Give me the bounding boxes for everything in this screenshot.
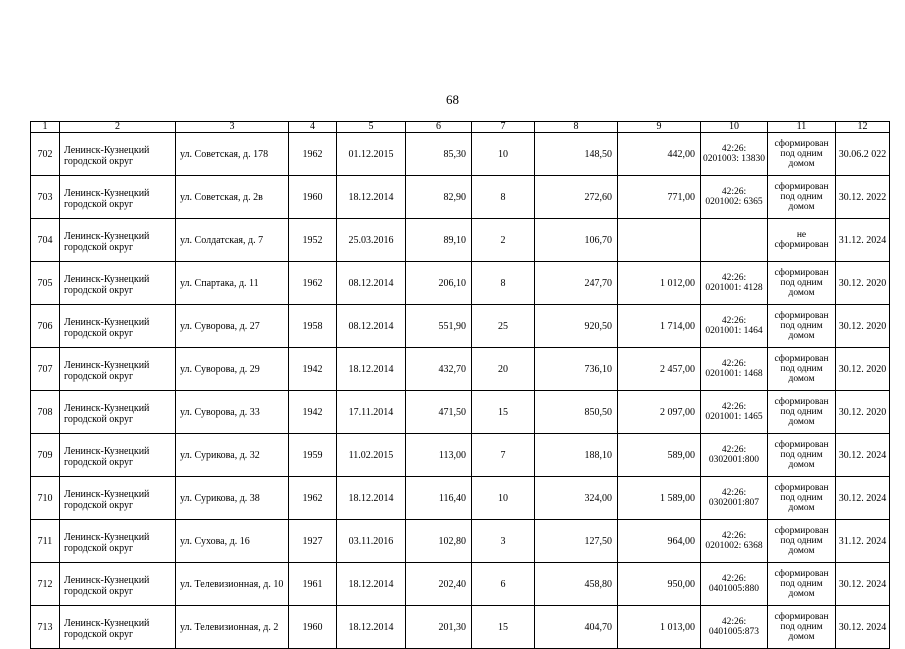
date-cell: 01.12.2015 bbox=[337, 133, 406, 176]
total-area-cell: 850,50 bbox=[535, 391, 618, 434]
count-cell: 3 bbox=[472, 520, 535, 563]
municipality-cell: Ленинск-Кузнецкий городской округ bbox=[60, 133, 176, 176]
deadline-cell: 30.12. 2024 bbox=[836, 434, 890, 477]
row-number-cell: 705 bbox=[31, 262, 60, 305]
deadline-cell: 30.12. 2020 bbox=[836, 391, 890, 434]
cadastral-number-cell: 42:26: 0302001:800 bbox=[701, 434, 768, 477]
year-built-cell: 1958 bbox=[289, 305, 337, 348]
land-status-cell: сформирован под одним домом bbox=[768, 434, 836, 477]
date-cell: 18.12.2014 bbox=[337, 348, 406, 391]
date-cell: 08.12.2014 bbox=[337, 305, 406, 348]
address-cell: ул. Сурикова, д. 38 bbox=[176, 477, 289, 520]
column-number: 1 bbox=[31, 122, 60, 133]
area-cell: 206,10 bbox=[406, 262, 472, 305]
area-cell: 201,30 bbox=[406, 606, 472, 649]
table-row bbox=[31, 391, 890, 434]
date-cell: 18.12.2014 bbox=[337, 176, 406, 219]
land-status-cell: сформирован под одним домом bbox=[768, 262, 836, 305]
area-cell: 202,40 bbox=[406, 563, 472, 606]
table-row bbox=[31, 176, 890, 219]
total-area-cell: 272,60 bbox=[535, 176, 618, 219]
date-cell: 11.02.2015 bbox=[337, 434, 406, 477]
deadline-cell: 30.12. 2020 bbox=[836, 348, 890, 391]
count-cell: 8 bbox=[472, 262, 535, 305]
table-row bbox=[31, 348, 890, 391]
row-number-cell: 707 bbox=[31, 348, 60, 391]
land-status-cell: сформирован под одним домом bbox=[768, 133, 836, 176]
cadastral-number-cell: 42:26: 0401005:873 bbox=[701, 606, 768, 649]
date-cell: 08.12.2014 bbox=[337, 262, 406, 305]
cadastral-number-cell: 42:26: 0201001: 1465 bbox=[701, 391, 768, 434]
column-number: 11 bbox=[768, 122, 836, 133]
year-built-cell: 1961 bbox=[289, 563, 337, 606]
municipality-cell: Ленинск-Кузнецкий городской округ bbox=[60, 477, 176, 520]
row-number-cell: 703 bbox=[31, 176, 60, 219]
column-number: 6 bbox=[406, 122, 472, 133]
land-status-cell: сформирован под одним домом bbox=[768, 305, 836, 348]
count-cell: 6 bbox=[472, 563, 535, 606]
row-number-cell: 710 bbox=[31, 477, 60, 520]
count-cell: 20 bbox=[472, 348, 535, 391]
area-cell: 102,80 bbox=[406, 520, 472, 563]
row-number-cell: 709 bbox=[31, 434, 60, 477]
year-built-cell: 1962 bbox=[289, 262, 337, 305]
table-row bbox=[31, 563, 890, 606]
area-cell: 116,40 bbox=[406, 477, 472, 520]
cadastral-number-cell: 42:26: 0201002: 6365 bbox=[701, 176, 768, 219]
municipality-cell: Ленинск-Кузнецкий городской округ bbox=[60, 520, 176, 563]
cadastral-number-cell: 42:26: 0201002: 6368 bbox=[701, 520, 768, 563]
column-number: 4 bbox=[289, 122, 337, 133]
count-cell: 15 bbox=[472, 391, 535, 434]
land-status-cell: сформирован под одним домом bbox=[768, 563, 836, 606]
total-area-cell: 736,10 bbox=[535, 348, 618, 391]
row-number-cell: 704 bbox=[31, 219, 60, 262]
count-cell: 8 bbox=[472, 176, 535, 219]
year-built-cell: 1962 bbox=[289, 477, 337, 520]
row-number-cell: 711 bbox=[31, 520, 60, 563]
table-row bbox=[31, 219, 890, 262]
deadline-cell: 31.12. 2024 bbox=[836, 219, 890, 262]
page-number: 68 bbox=[446, 92, 459, 107]
date-cell: 18.12.2014 bbox=[337, 477, 406, 520]
deadline-cell: 30.12. 2024 bbox=[836, 477, 890, 520]
cadastral-number-cell: 42:26: 0401005:880 bbox=[701, 563, 768, 606]
area-cell: 82,90 bbox=[406, 176, 472, 219]
year-built-cell: 1960 bbox=[289, 606, 337, 649]
land-area-cell: 2 457,00 bbox=[618, 348, 701, 391]
table-row bbox=[31, 133, 890, 176]
area-cell: 432,70 bbox=[406, 348, 472, 391]
year-built-cell: 1927 bbox=[289, 520, 337, 563]
municipality-cell: Ленинск-Кузнецкий городской округ bbox=[60, 219, 176, 262]
land-area-cell: 589,00 bbox=[618, 434, 701, 477]
row-number-cell: 706 bbox=[31, 305, 60, 348]
count-cell: 10 bbox=[472, 477, 535, 520]
land-status-cell: сформирован под одним домом bbox=[768, 391, 836, 434]
municipality-cell: Ленинск-Кузнецкий городской округ bbox=[60, 262, 176, 305]
area-cell: 85,30 bbox=[406, 133, 472, 176]
address-cell: ул. Солдатская, д. 7 bbox=[176, 219, 289, 262]
total-area-cell: 920,50 bbox=[535, 305, 618, 348]
count-cell: 2 bbox=[472, 219, 535, 262]
land-area-cell: 1 714,00 bbox=[618, 305, 701, 348]
address-cell: ул. Сухова, д. 16 bbox=[176, 520, 289, 563]
table-row bbox=[31, 606, 890, 649]
address-cell: ул. Советская, д. 178 bbox=[176, 133, 289, 176]
cadastral-number-cell bbox=[701, 219, 768, 262]
area-cell: 471,50 bbox=[406, 391, 472, 434]
deadline-cell: 30.12. 2022 bbox=[836, 176, 890, 219]
municipality-cell: Ленинск-Кузнецкий городской округ bbox=[60, 176, 176, 219]
address-cell: ул. Суворова, д. 27 bbox=[176, 305, 289, 348]
address-cell: ул. Суворова, д. 29 bbox=[176, 348, 289, 391]
municipality-cell: Ленинск-Кузнецкий городской округ bbox=[60, 348, 176, 391]
column-number: 5 bbox=[337, 122, 406, 133]
count-cell: 10 bbox=[472, 133, 535, 176]
table-row bbox=[31, 305, 890, 348]
column-number: 7 bbox=[472, 122, 535, 133]
municipality-cell: Ленинск-Кузнецкий городской округ bbox=[60, 305, 176, 348]
land-area-cell: 771,00 bbox=[618, 176, 701, 219]
count-cell: 15 bbox=[472, 606, 535, 649]
area-cell: 89,10 bbox=[406, 219, 472, 262]
address-cell: ул. Телевизионная, д. 10 bbox=[176, 563, 289, 606]
year-built-cell: 1959 bbox=[289, 434, 337, 477]
land-area-cell: 2 097,00 bbox=[618, 391, 701, 434]
row-number-cell: 708 bbox=[31, 391, 60, 434]
deadline-cell: 30.12. 2020 bbox=[836, 262, 890, 305]
row-number-cell: 702 bbox=[31, 133, 60, 176]
land-status-cell: сформирован под одним домом bbox=[768, 348, 836, 391]
date-cell: 17.11.2014 bbox=[337, 391, 406, 434]
deadline-cell: 30.12. 2024 bbox=[836, 606, 890, 649]
land-area-cell: 950,00 bbox=[618, 563, 701, 606]
address-cell: ул. Суворова, д. 33 bbox=[176, 391, 289, 434]
land-status-cell: сформирован под одним домом bbox=[768, 606, 836, 649]
address-cell: ул. Сурикова, д. 32 bbox=[176, 434, 289, 477]
count-cell: 7 bbox=[472, 434, 535, 477]
area-cell: 551,90 bbox=[406, 305, 472, 348]
total-area-cell: 106,70 bbox=[535, 219, 618, 262]
land-status-cell: сформирован под одним домом bbox=[768, 176, 836, 219]
row-number-cell: 712 bbox=[31, 563, 60, 606]
land-status-cell: не сформирован bbox=[768, 219, 836, 262]
total-area-cell: 127,50 bbox=[535, 520, 618, 563]
table-row bbox=[31, 262, 890, 305]
table-row bbox=[31, 434, 890, 477]
deadline-cell: 30.12. 2020 bbox=[836, 305, 890, 348]
date-cell: 25.03.2016 bbox=[337, 219, 406, 262]
land-area-cell bbox=[618, 219, 701, 262]
cadastral-number-cell: 42:26: 0201001: 4128 bbox=[701, 262, 768, 305]
address-cell: ул. Советская, д. 2в bbox=[176, 176, 289, 219]
total-area-cell: 458,80 bbox=[535, 563, 618, 606]
total-area-cell: 324,00 bbox=[535, 477, 618, 520]
land-area-cell: 1 012,00 bbox=[618, 262, 701, 305]
cadastral-number-cell: 42:26: 0201003: 13830 bbox=[701, 133, 768, 176]
municipality-cell: Ленинск-Кузнецкий городской округ bbox=[60, 606, 176, 649]
area-cell: 113,00 bbox=[406, 434, 472, 477]
land-area-cell: 1 589,00 bbox=[618, 477, 701, 520]
land-area-cell: 442,00 bbox=[618, 133, 701, 176]
table-row bbox=[31, 520, 890, 563]
column-number: 3 bbox=[176, 122, 289, 133]
date-cell: 18.12.2014 bbox=[337, 563, 406, 606]
column-number: 12 bbox=[836, 122, 890, 133]
year-built-cell: 1960 bbox=[289, 176, 337, 219]
land-area-cell: 1 013,00 bbox=[618, 606, 701, 649]
municipality-cell: Ленинск-Кузнецкий городской округ bbox=[60, 391, 176, 434]
column-number-row bbox=[31, 122, 890, 133]
column-number: 8 bbox=[535, 122, 618, 133]
column-number: 2 bbox=[60, 122, 176, 133]
row-number-cell: 713 bbox=[31, 606, 60, 649]
total-area-cell: 247,70 bbox=[535, 262, 618, 305]
count-cell: 25 bbox=[472, 305, 535, 348]
land-status-cell: сформирован под одним домом bbox=[768, 520, 836, 563]
municipality-cell: Ленинск-Кузнецкий городской округ bbox=[60, 563, 176, 606]
table-row bbox=[31, 477, 890, 520]
land-area-cell: 964,00 bbox=[618, 520, 701, 563]
deadline-cell: 30.12. 2024 bbox=[836, 563, 890, 606]
total-area-cell: 148,50 bbox=[535, 133, 618, 176]
municipality-cell: Ленинск-Кузнецкий городской округ bbox=[60, 434, 176, 477]
date-cell: 18.12.2014 bbox=[337, 606, 406, 649]
year-built-cell: 1962 bbox=[289, 133, 337, 176]
cadastral-number-cell: 42:26: 0201001: 1464 bbox=[701, 305, 768, 348]
year-built-cell: 1952 bbox=[289, 219, 337, 262]
address-cell: ул. Спартака, д. 11 bbox=[176, 262, 289, 305]
housing-registry-table bbox=[30, 121, 890, 649]
date-cell: 03.11.2016 bbox=[337, 520, 406, 563]
total-area-cell: 188,10 bbox=[535, 434, 618, 477]
deadline-cell: 31.12. 2024 bbox=[836, 520, 890, 563]
year-built-cell: 1942 bbox=[289, 348, 337, 391]
column-number: 9 bbox=[618, 122, 701, 133]
cadastral-number-cell: 42:26: 0201001: 1468 bbox=[701, 348, 768, 391]
land-status-cell: сформирован под одним домом bbox=[768, 477, 836, 520]
year-built-cell: 1942 bbox=[289, 391, 337, 434]
deadline-cell: 30.06.2 022 bbox=[836, 133, 890, 176]
total-area-cell: 404,70 bbox=[535, 606, 618, 649]
column-number: 10 bbox=[701, 122, 768, 133]
cadastral-number-cell: 42:26: 0302001:807 bbox=[701, 477, 768, 520]
address-cell: ул. Телевизионная, д. 2 bbox=[176, 606, 289, 649]
